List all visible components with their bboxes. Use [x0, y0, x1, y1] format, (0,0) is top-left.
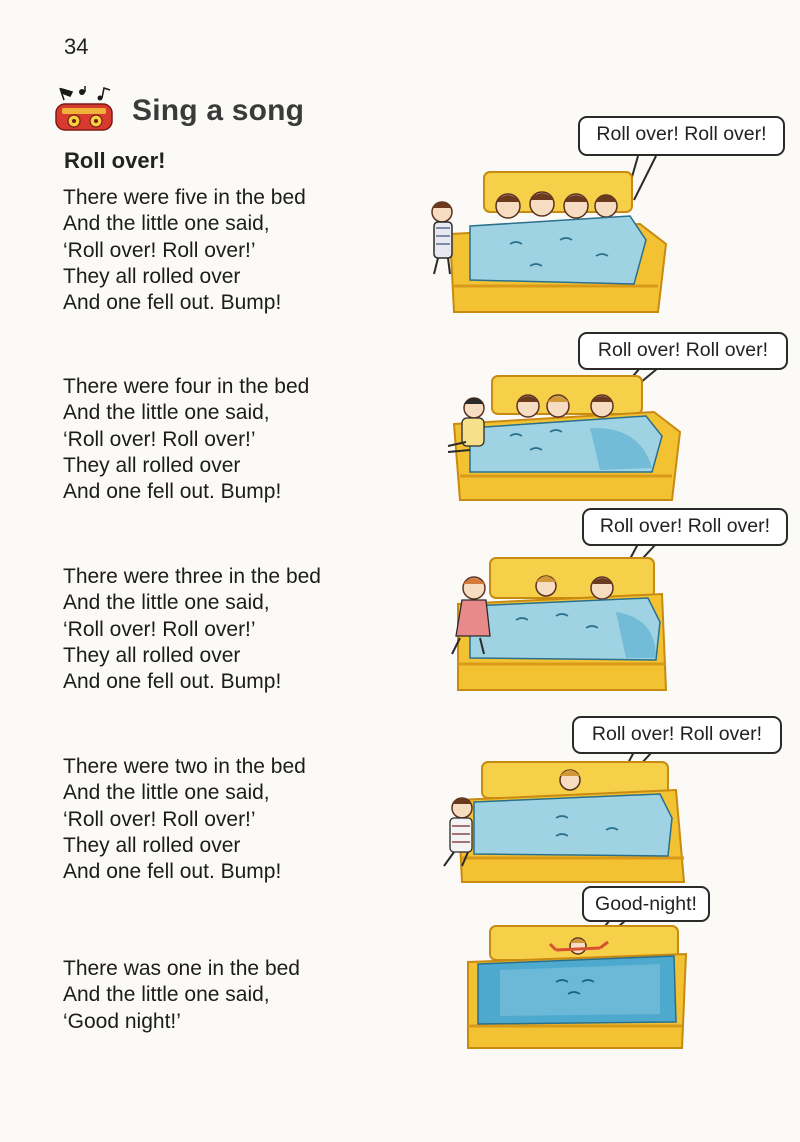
speech-bubble: Roll over! Roll over!	[578, 332, 788, 370]
speech-bubble: Roll over! Roll over!	[572, 716, 782, 754]
verse	[63, 754, 383, 885]
verse-line: There was one in the bed	[63, 957, 300, 980]
speech-bubble: Roll over! Roll over!	[578, 116, 785, 156]
verse	[63, 185, 383, 316]
cassette-recorder-icon	[52, 86, 118, 136]
verse-line: ‘Roll over! Roll over!’	[63, 238, 256, 262]
page-number: 34	[64, 34, 89, 59]
verse-line: And one fell out. Bump!	[63, 291, 282, 315]
verse-line: ‘Good night!’	[63, 1009, 181, 1033]
verse-line: They all rolled over	[63, 643, 241, 667]
verse	[63, 564, 383, 695]
speech-bubble: Roll over! Roll over!	[582, 508, 788, 546]
verse-line: And one fell out. Bump!	[63, 860, 282, 884]
verse-line: ‘Roll over! Roll over!’	[63, 617, 256, 641]
verse-line: They all rolled over	[63, 453, 241, 477]
verse-line: There were five in the bed	[63, 186, 306, 209]
verse-line: They all rolled over	[63, 833, 241, 857]
verse-line: And the little one said,	[63, 781, 270, 805]
bed-illustration	[440, 332, 790, 507]
verse-line: And the little one said,	[63, 401, 270, 425]
verse	[63, 956, 383, 1035]
verse-line: And the little one said,	[63, 212, 270, 236]
section-title: Sing a song	[132, 94, 305, 127]
verse-line: They all rolled over	[63, 264, 241, 288]
section-header	[52, 82, 372, 138]
verse	[63, 374, 383, 505]
song-title: Roll over!	[64, 148, 166, 173]
bed-illustration	[436, 508, 790, 693]
verse-line: There were four in the bed	[63, 375, 310, 398]
bed-illustration	[436, 714, 790, 888]
verse-line: And the little one said,	[63, 983, 270, 1007]
verse-line: ‘Roll over! Roll over!’	[63, 807, 256, 831]
bed-illustration	[420, 116, 790, 321]
verse-line: And one fell out. Bump!	[63, 480, 282, 504]
verse-line: There were two in the bed	[63, 755, 306, 778]
verse-line: And the little one said,	[63, 591, 270, 615]
speech-bubble: Good-night!	[582, 886, 710, 922]
bed-illustration	[460, 886, 720, 1052]
verse-line: And one fell out. Bump!	[63, 670, 282, 694]
verse-line: ‘Roll over! Roll over!’	[63, 427, 256, 451]
verse-line: There were three in the bed	[63, 565, 321, 588]
